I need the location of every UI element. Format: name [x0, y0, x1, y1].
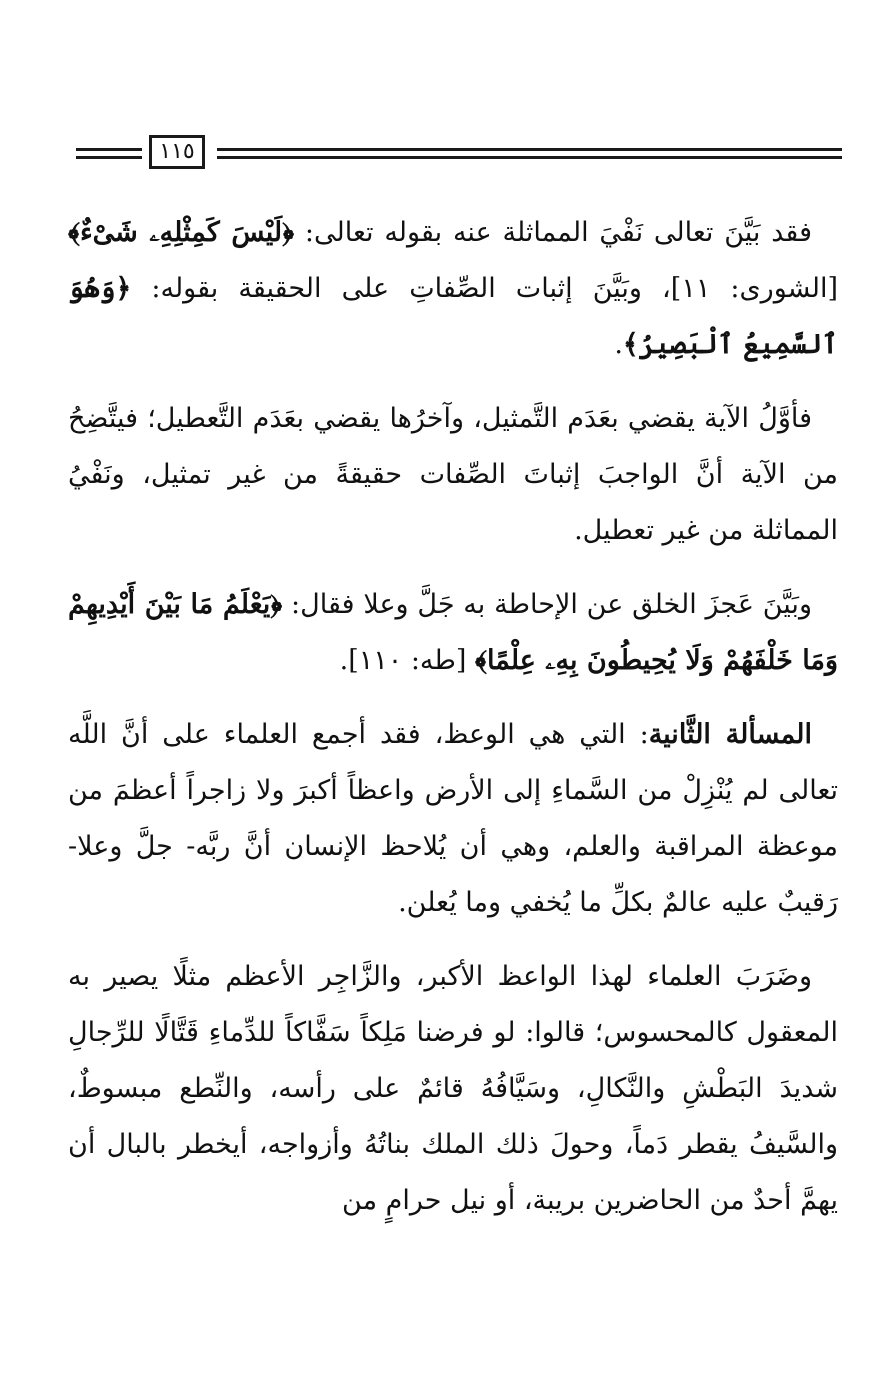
text-segment: [الشورى: ١١]، وبَيَّنَ إثبات الصِّفاتِ على الحقيقة بقوله: — [131, 273, 838, 304]
page-number: ١١٥ — [149, 135, 205, 169]
paragraph-encompassing — [68, 577, 838, 689]
quran-verse: ﴿لَيْسَ كَمِثْلِهِۦ شَىْءٌ﴾ — [68, 217, 295, 248]
paragraph-interpretation — [68, 391, 838, 559]
section-heading: المسألة الثَّانية — [648, 719, 813, 750]
rule-line — [76, 156, 142, 159]
header-rule-right — [217, 148, 842, 164]
paragraph-attributes — [68, 205, 838, 373]
text-segment: . — [614, 329, 623, 360]
header-rule-left — [76, 148, 142, 164]
rule-line — [76, 148, 142, 151]
text-segment: فأوَّلُ الآية يقضي بعَدَم التَّمثيل، وآخرُها يقضي بعَدَم التَّعطيل؛ فيتَّضِحُ من الآية أنَّ الواجبَ إثباتَ الصِّفات حقيقةً من غير تمثيل، ونَفْيُ المماثلة من غير تعطيل. — [68, 403, 838, 546]
paragraph-second-issue — [68, 707, 838, 931]
quran-verse: ﴿يَعْلَمُ مَا بَيْنَ أَيْدِيهِمْ وَمَا خَلْفَهُمْ وَلَا يُحِيطُونَ بِهِۦ عِلْمًا﴾ — [68, 589, 838, 676]
text-segment: : التي هي الوعظ، فقد أجمع العلماء على أنَّ اللَّه تعالى لم يُنْزِلْ من السَّماءِ إلى الأرض واعظاً أكبرَ ولا زاجراً أعظمَ من موعظة المراقبة والعلم، وهي أن يُلاحظ الإنسان أنَّ ربَّه- جلَّ وعلا- رَقيبٌ عليه عالمٌ بكلِّ ما يُخفي وما يُعلن. — [68, 719, 838, 918]
quran-verse: ﴿وَهُوَ ٱلسَّمِيعُ ٱلْبَصِيرُ﴾ — [68, 273, 838, 360]
page-header — [66, 132, 842, 174]
rule-line — [217, 156, 842, 159]
text-segment: [طه: ١١٠]. — [339, 645, 476, 676]
page-body — [68, 205, 838, 1229]
rule-line — [217, 148, 842, 151]
paragraph-example — [68, 949, 838, 1229]
text-segment: وبَيَّنَ عَجزَ الخلق عن الإحاطة به جَلَّ وعلا فقال: — [282, 589, 812, 620]
text-segment: وضَرَبَ العلماء لهذا الواعظ الأكبر، والزَّاجِر الأعظم مثلًا يصير به المعقول كالمحسوس؛ قالوا: لو فرضنا مَلِكاً سَفَّاكاً للدِّماءِ قَتَّالًا للرِّجالِ شديدَ البَطْشِ والنَّكالِ، وسَيَّافُهُ قائمٌ على رأسه، والنِّطع مبسوطٌ، والسَّيفُ يقطر دَماً، وحولَ ذلك الملك بناتُهُ وأزواجه، أيخطر بالبال أن يهمَّ أحدٌ من الحاضرين بريبة، أو نيل حرامٍ من — [68, 961, 838, 1216]
text-segment: فقد بَيَّنَ تعالى نَفْيَ المماثلة عنه بقوله تعالى: — [294, 217, 812, 248]
